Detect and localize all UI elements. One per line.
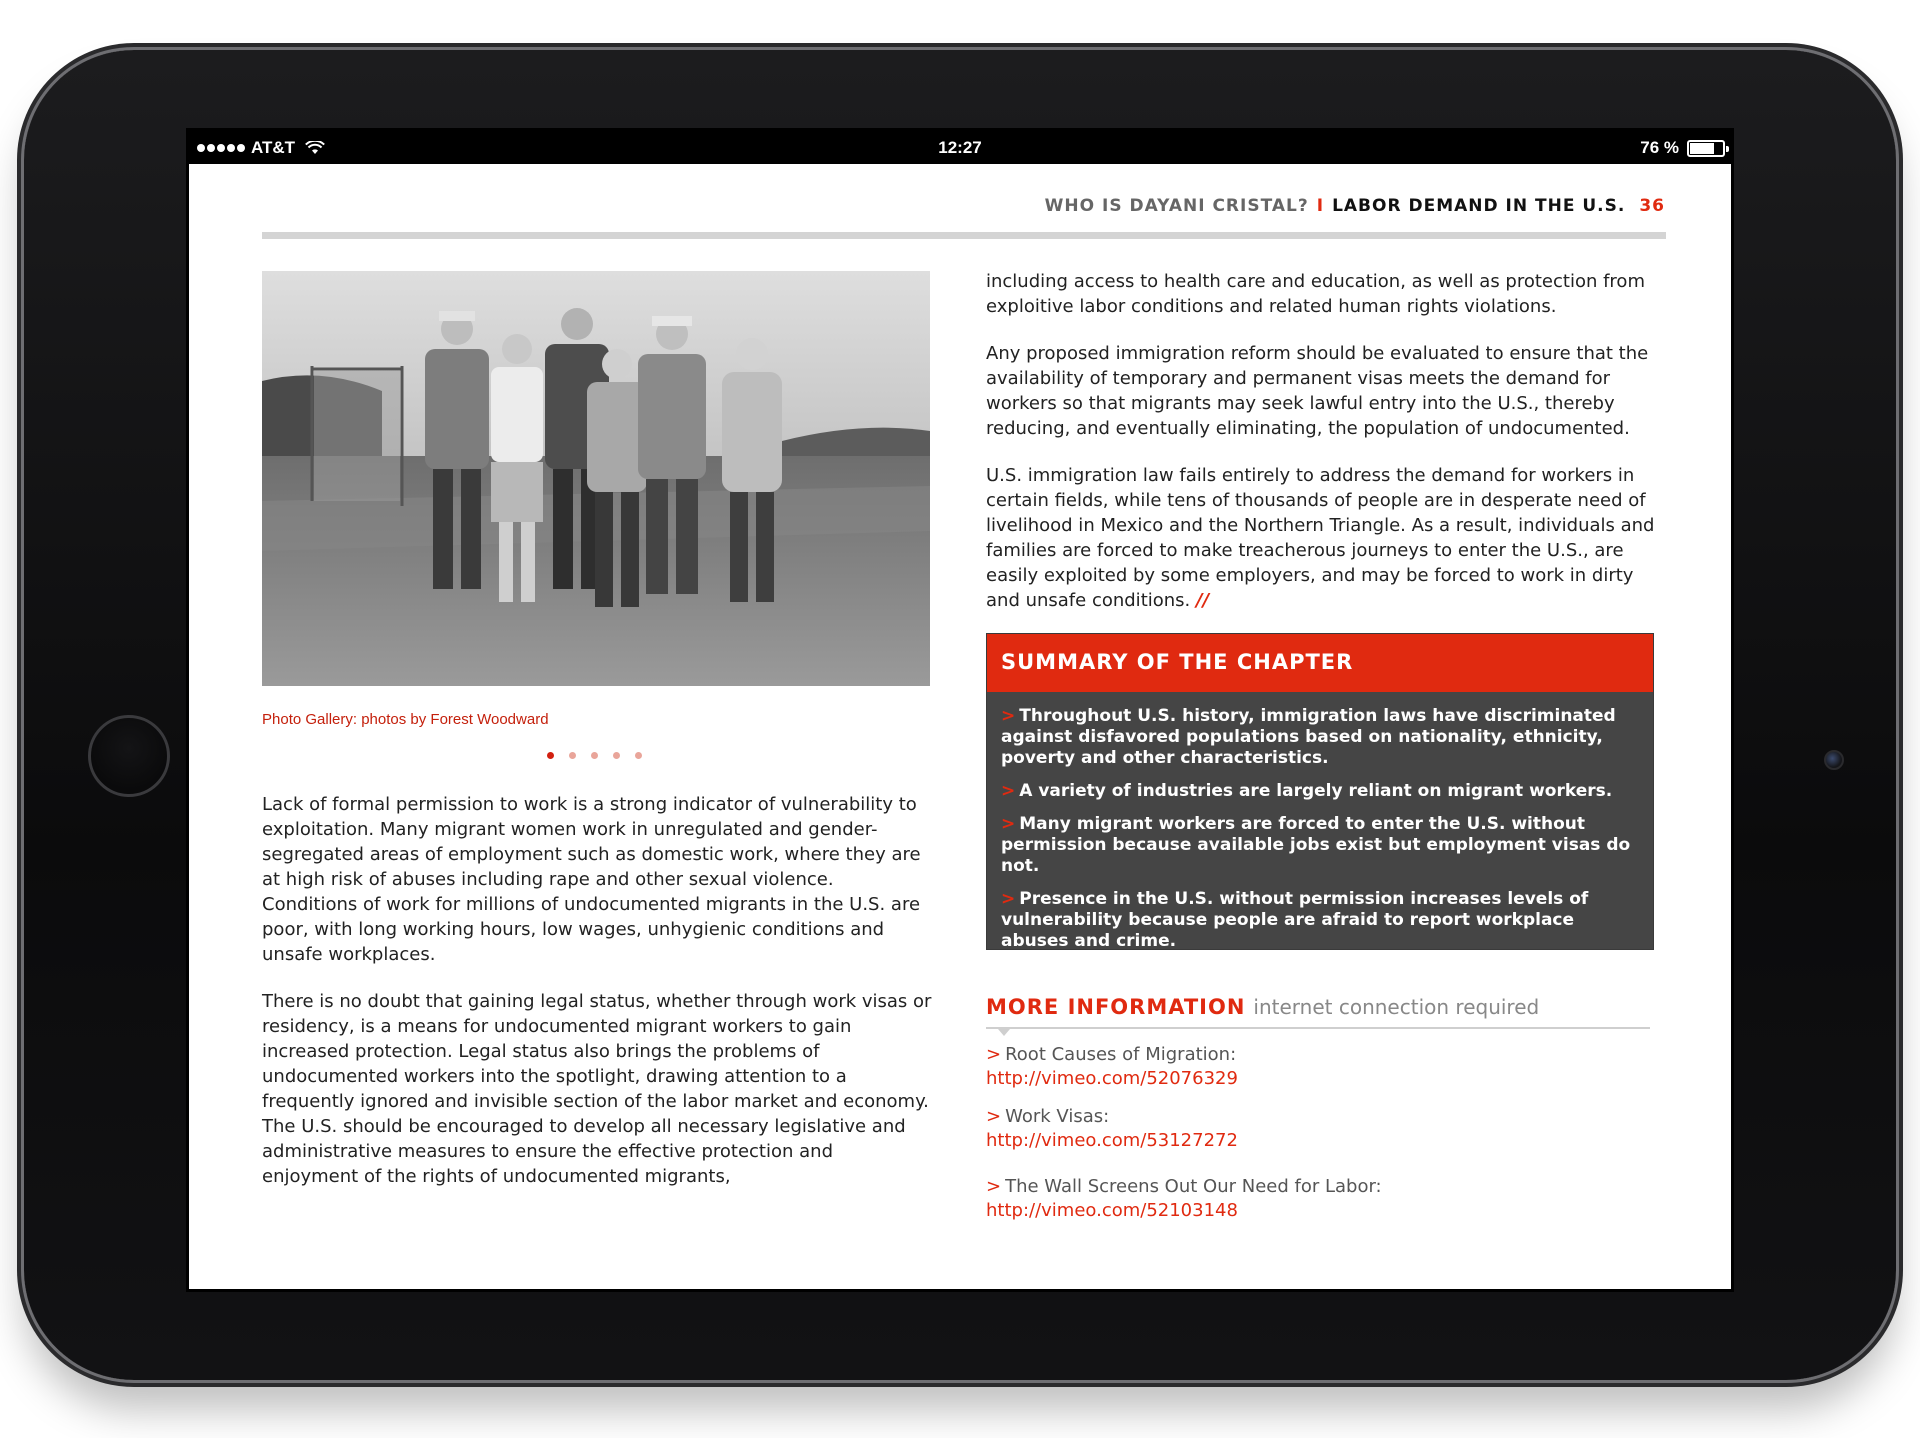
gallery-dot[interactable] xyxy=(613,752,620,759)
chevron-right-icon: > xyxy=(986,1176,1002,1197)
paragraph: Lack of formal permission to work is a strong indicator of vulnerability to exploitation. Many migrant women work in unregulated and gender-segregated areas of employment such as domestic work, where they are at high risk of abuses including rape and other sexual violence. Conditions of work for millions of undocumented migrants in the U.S. are poor, with long working hours, low wages, unhygienic conditions and unsafe workplaces. xyxy=(262,794,921,965)
chevron-right-icon: > xyxy=(1001,889,1016,909)
chevron-right-icon: > xyxy=(986,1106,1002,1127)
gallery-dot[interactable] xyxy=(569,752,576,759)
right-column-text xyxy=(986,269,1666,635)
status-right xyxy=(1640,138,1725,158)
book-title: WHO IS DAYANI CRISTAL? xyxy=(1044,196,1309,216)
chevron-right-icon: > xyxy=(1001,781,1016,801)
battery-fill xyxy=(1690,143,1714,154)
summary-item xyxy=(1001,781,1639,802)
summary-item-text: Many migrant workers are forced to enter the U.S. without permission because available jobs exist but employment visas do not. xyxy=(1001,814,1631,876)
summary-item-text: A variety of industries are largely reliant on migrant workers. xyxy=(1019,781,1613,801)
home-button[interactable] xyxy=(88,715,170,797)
carrier-name: AT&T xyxy=(251,138,296,157)
header-separator: I xyxy=(1316,196,1325,216)
link-label: The Wall Screens Out Our Need for Labor: xyxy=(1005,1176,1382,1197)
paragraph-text: U.S. immigration law fails entirely to address the demand for workers in certain fields, while tens of thousands of people are in desperate need of livelihood in Mexico and the Northern Triangle. As a result, individuals and families are forced to make treacherous journeys to enter the U.S., are easily exploited by some employers, and may be forced to work in dirty and unsafe conditions. xyxy=(986,465,1655,611)
chevron-right-icon: > xyxy=(1001,706,1016,726)
link-item xyxy=(986,1105,1656,1153)
gallery-dot[interactable] xyxy=(635,752,642,759)
summary-item xyxy=(1001,814,1639,877)
link-label: Root Causes of Migration: xyxy=(1005,1044,1237,1065)
more-information-section xyxy=(986,995,1656,1223)
more-information-title: MORE INFORMATION xyxy=(986,995,1246,1019)
more-information-divider xyxy=(986,1027,1650,1029)
photo-caption: Photo Gallery: photos by Forest Woodward xyxy=(262,711,549,728)
summary-list xyxy=(987,692,1653,952)
gallery-dot[interactable] xyxy=(591,752,598,759)
screen xyxy=(186,128,1734,1292)
more-information-subtitle: internet connection required xyxy=(1253,995,1540,1019)
paragraph: including access to health care and education, as well as protection from exploitive labor conditions and related human rights violations. xyxy=(986,271,1645,317)
more-information-header xyxy=(986,995,1656,1019)
gallery-pagination[interactable] xyxy=(547,752,642,759)
summary-item xyxy=(1001,889,1639,952)
group-portrait-image xyxy=(262,271,930,686)
summary-item-text: Throughout U.S. history, immigration laws have discriminated against disfavored populations based on nationality, ethnicity, poverty and other characteristics. xyxy=(1001,706,1616,768)
paragraph xyxy=(986,463,1666,613)
link-label: Work Visas: xyxy=(1005,1106,1110,1127)
gallery-photo[interactable] xyxy=(262,271,930,686)
paragraph: There is no doubt that gaining legal status, whether through work visas or residency, is a means for undocumented migrant workers to gain increased protection. Legal status also brings the problems of undocumented workers into the spotlight, drawing attention to a frequently ignored and invisible section of the labor market and economy. The U.S. should be encouraged to develop all necessary legislative and administrative measures to ensure the effective protection and enjoyment of the rights of undocumented migrants, xyxy=(262,991,932,1187)
battery-percent: 76 % xyxy=(1640,138,1679,157)
front-camera xyxy=(1824,750,1844,770)
link-item xyxy=(986,1175,1656,1223)
gallery-dot[interactable] xyxy=(547,752,554,759)
video-link[interactable]: http://vimeo.com/52076329 xyxy=(986,1068,1238,1089)
page-number: 36 xyxy=(1639,196,1665,216)
chevron-right-icon: > xyxy=(1001,814,1016,834)
header-divider xyxy=(262,232,1666,239)
chapter-title: LABOR DEMAND IN THE U.S. xyxy=(1332,196,1626,216)
end-mark: // xyxy=(1196,590,1210,611)
chevron-right-icon: > xyxy=(986,1044,1002,1065)
paragraph: Any proposed immigration reform should be evaluated to ensure that the availability of temporary and permanent visas meets the demand for workers so that migrants may seek lawful entry into the U.S., thereby reducing, and eventually eliminating, the population of undocumented. xyxy=(986,343,1649,439)
summary-title: SUMMARY OF THE CHAPTER xyxy=(987,634,1653,692)
status-time: 12:27 xyxy=(938,138,982,157)
summary-item-text: Presence in the U.S. without permission increases levels of vulnerability because people are afraid to report workplace abuses and crime. xyxy=(1001,889,1589,951)
video-link[interactable]: http://vimeo.com/53127272 xyxy=(986,1130,1238,1151)
video-link[interactable]: http://vimeo.com/52103148 xyxy=(986,1200,1238,1221)
left-column-text xyxy=(262,792,932,1211)
running-head xyxy=(1045,196,1665,216)
link-item xyxy=(986,1043,1656,1091)
status-bar xyxy=(189,131,1731,164)
chapter-summary-box xyxy=(986,633,1654,950)
battery-icon xyxy=(1687,140,1725,157)
summary-item xyxy=(1001,706,1639,769)
